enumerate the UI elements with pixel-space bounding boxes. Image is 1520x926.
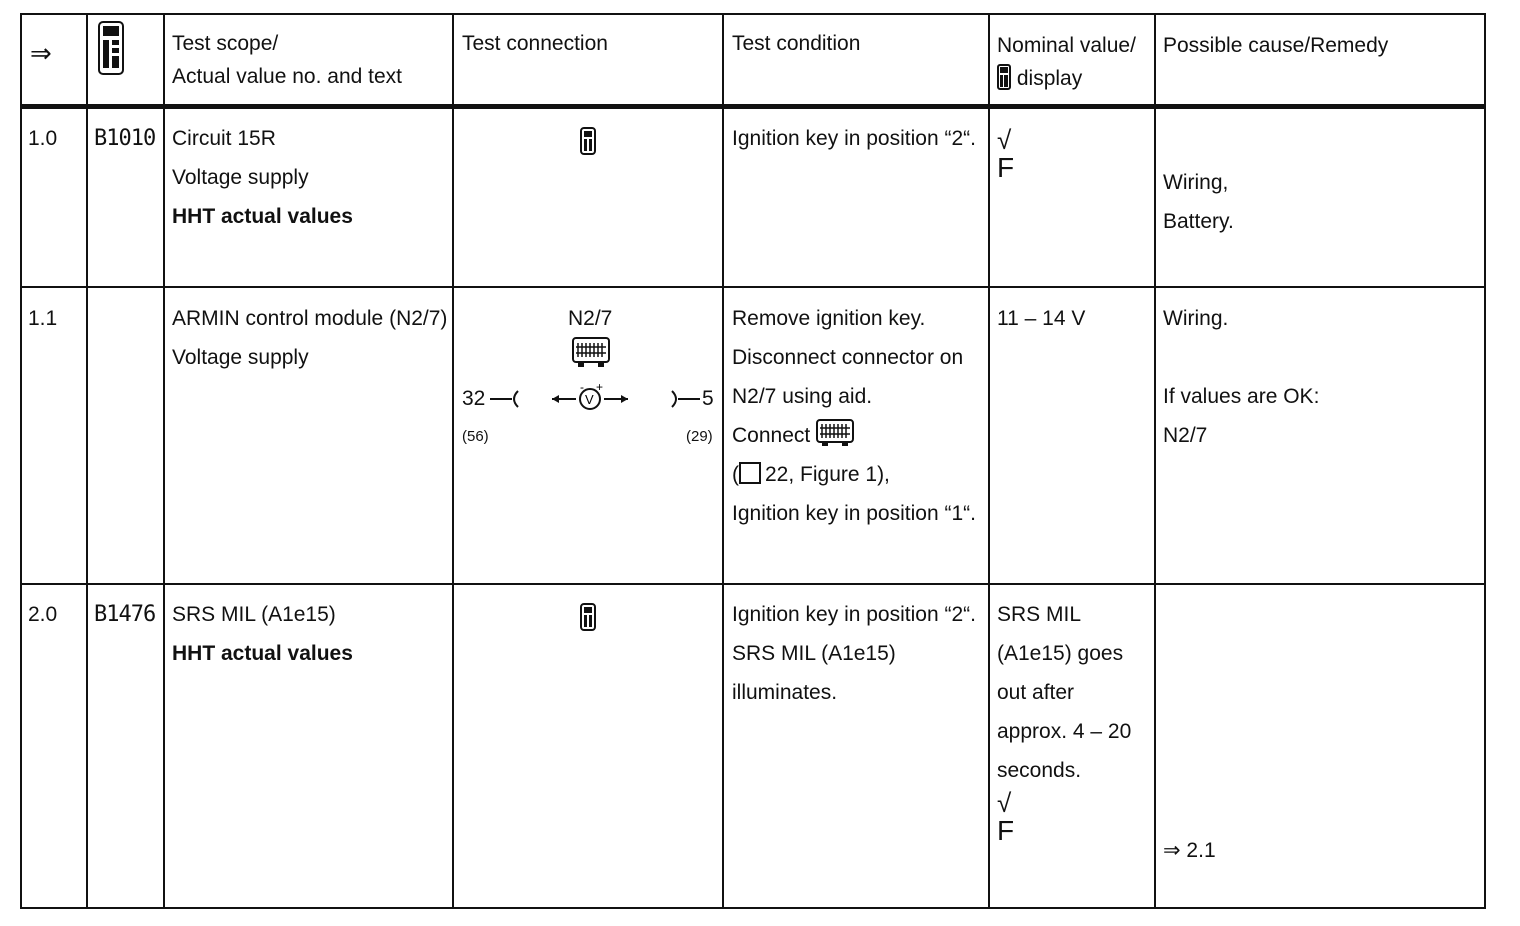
row-condition: Remove ignition key. Disconnect connector on N2/7 using aid. Connect ( 22, Figure 1), Ignition key in position “1“. bbox=[732, 307, 976, 525]
book-reference-icon bbox=[739, 462, 761, 484]
row-nominal: SRS MIL (A1e15) goes out after approx. 4 – 20 seconds. √ F bbox=[997, 603, 1132, 846]
column-divider bbox=[163, 15, 165, 907]
right-alt-pin: (29) bbox=[686, 428, 713, 445]
row-divider bbox=[22, 583, 1484, 585]
test-box-icon bbox=[572, 337, 610, 369]
left-probe-icon bbox=[490, 389, 522, 409]
left-pin: 32 bbox=[462, 387, 486, 410]
connection-hht bbox=[580, 603, 596, 644]
row-scope: ARMIN control module (N2/7) Voltage supply bbox=[172, 307, 448, 369]
row-step: 1.1 bbox=[28, 307, 58, 330]
column-divider bbox=[1154, 15, 1156, 907]
row-cause: ⇒ 2.1 bbox=[1163, 839, 1216, 862]
fail-mark: F bbox=[997, 152, 1015, 183]
row-condition: Ignition key in position “2“. bbox=[732, 127, 976, 150]
hht-tester-icon bbox=[580, 603, 596, 631]
header-test-condition: Test condition bbox=[732, 32, 861, 55]
row-step: 2.0 bbox=[28, 603, 58, 626]
row-cause: Wiring, Battery. bbox=[1163, 171, 1234, 233]
row-code: B1476 bbox=[94, 602, 156, 627]
hht-tester-icon bbox=[997, 64, 1011, 90]
plus-label: + bbox=[596, 381, 604, 394]
header-possible-cause: Possible cause/Remedy bbox=[1163, 34, 1389, 57]
header-nominal-value: Nominal value/ display bbox=[997, 34, 1136, 90]
row-scope: Circuit 15R Voltage supply HHT actual values bbox=[172, 127, 353, 228]
header-divider bbox=[22, 104, 1484, 109]
module-label: N2/7 bbox=[568, 307, 613, 330]
row-condition: Ignition key in position “2“. SRS MIL (A1e15) illuminates. bbox=[732, 603, 976, 704]
header-arrow: ⇒ bbox=[30, 38, 52, 68]
header-hht-icon bbox=[98, 21, 124, 85]
fail-mark: F bbox=[997, 815, 1015, 846]
column-divider bbox=[86, 15, 88, 907]
column-divider bbox=[722, 15, 724, 907]
check-mark: √ bbox=[997, 788, 1012, 818]
minus-label: - bbox=[580, 381, 584, 394]
connection-diagram bbox=[454, 299, 720, 459]
right-probe-icon bbox=[668, 389, 700, 409]
right-pin: 5 bbox=[702, 387, 714, 410]
test-box-icon bbox=[816, 419, 854, 447]
meter-label: V bbox=[585, 392, 594, 407]
row-nominal: 11 – 14 V bbox=[997, 307, 1086, 330]
check-mark: √ bbox=[997, 125, 1012, 155]
column-divider bbox=[452, 15, 454, 907]
row-nominal bbox=[997, 127, 1014, 183]
header-test-connection: Test connection bbox=[462, 32, 608, 55]
row-divider bbox=[22, 286, 1484, 288]
connection-hht bbox=[580, 127, 596, 168]
voltmeter-icon bbox=[550, 381, 630, 415]
header-test-scope: Test scope/ Actual value no. and text bbox=[172, 32, 402, 88]
row-code: B1010 bbox=[94, 126, 156, 151]
row-cause: Wiring. If values are OK: N2/7 bbox=[1163, 307, 1320, 447]
left-alt-pin: (56) bbox=[462, 428, 489, 445]
test-table bbox=[20, 13, 1486, 909]
row-scope: SRS MIL (A1e15) HHT actual values bbox=[172, 603, 353, 665]
hht-tester-icon bbox=[98, 21, 124, 75]
column-divider bbox=[988, 15, 990, 907]
hht-tester-icon bbox=[580, 127, 596, 155]
row-step: 1.0 bbox=[28, 127, 58, 150]
